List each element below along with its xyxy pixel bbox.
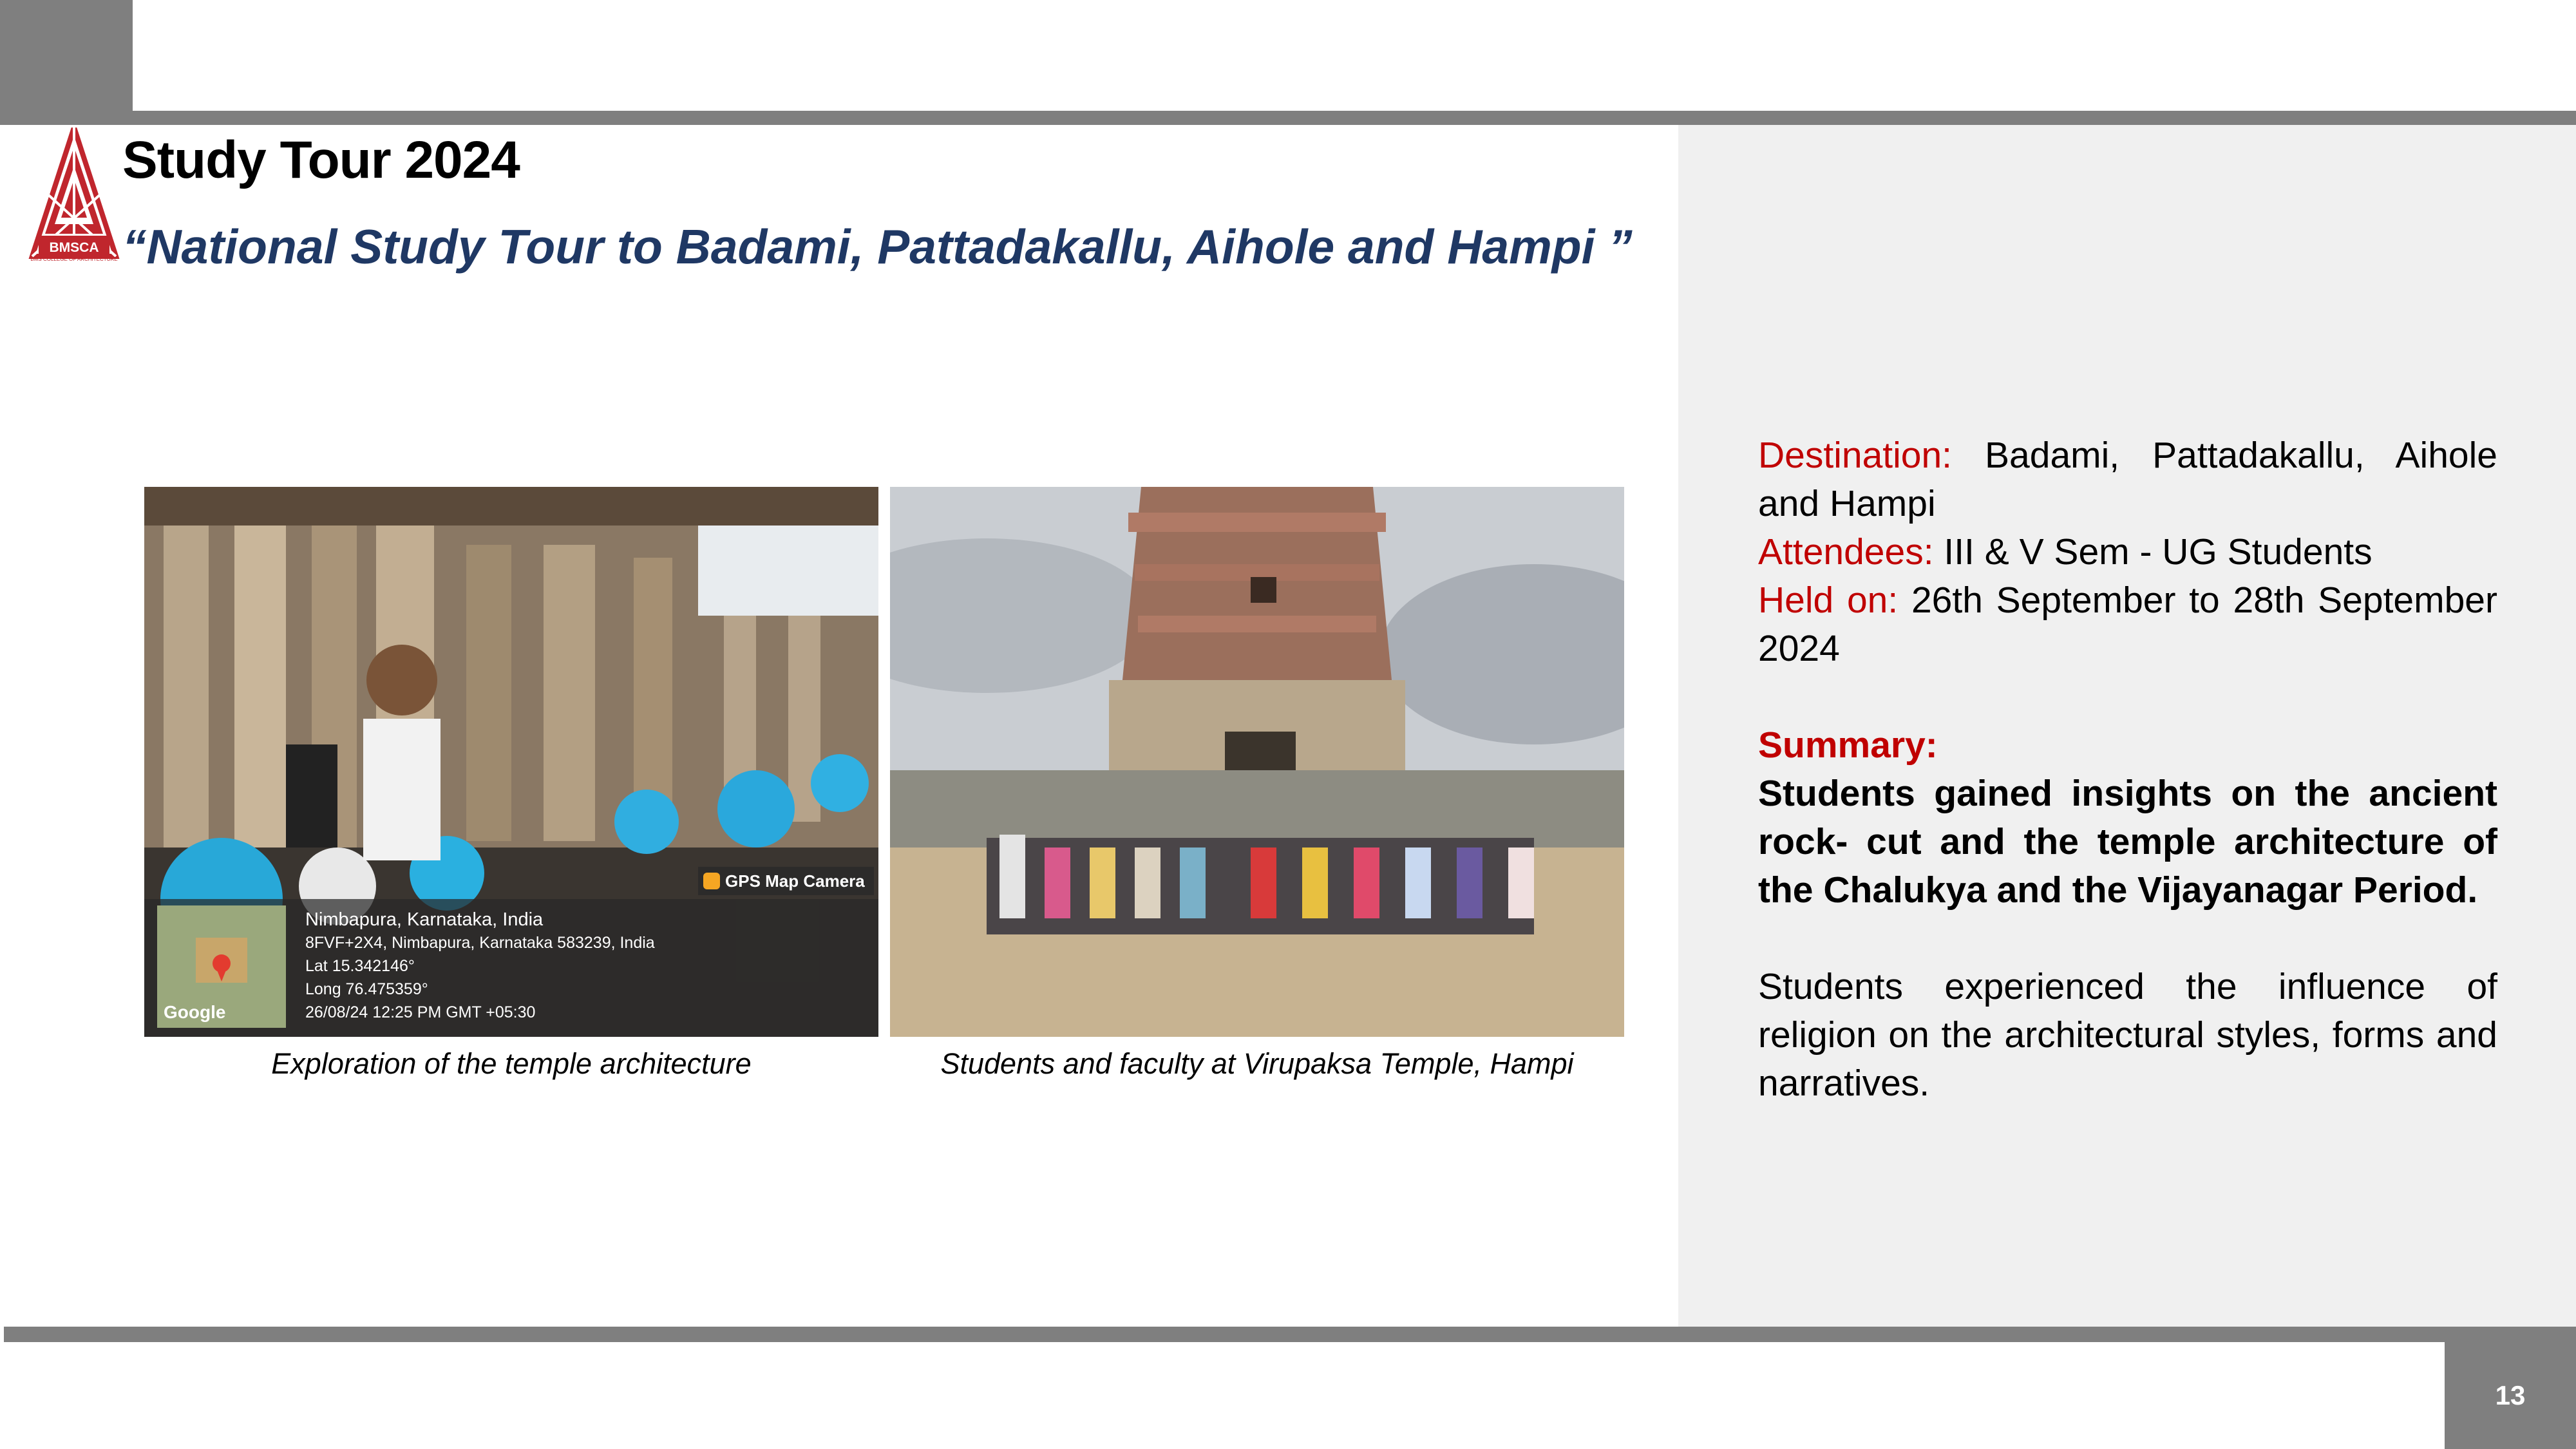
gps-long: Long 76.475359° <box>305 980 428 998</box>
top-divider-bar <box>0 111 2576 125</box>
photo-temple-exploration <box>144 487 878 1037</box>
photo-group-virupaksa <box>890 487 1624 1037</box>
destination-label: Destination: <box>1758 435 1953 476</box>
destination-line <box>1758 431 2497 528</box>
summary-text: Students experienced the influence of religion on the architectural styles, forms and narratives. <box>1758 966 2497 1104</box>
photo-caption-2: Students and faculty at Virupaksa Temple, Hampi <box>940 1047 1574 1080</box>
top-corner-block <box>0 0 133 124</box>
page-number: 13 <box>2445 1342 2576 1449</box>
photo-caption-1: Exploration of the temple architecture <box>271 1047 752 1080</box>
gps-place: Nimbapura, Karnataka, India <box>305 909 544 930</box>
logo-subtext: BMS COLLEGE OF ARCHITECTURE <box>30 256 118 262</box>
page-title: Study Tour 2024 <box>122 131 520 189</box>
attendees-value: III & V Sem - UG Students <box>1933 531 2372 573</box>
gps-app-name: GPS Map Camera <box>725 871 865 891</box>
gps-lat: Lat 15.342146° <box>305 957 415 975</box>
gps-address: 8FVF+2X4, Nimbapura, Karnataka 583239, India <box>305 934 655 952</box>
summary-label: Summary: <box>1758 724 1938 766</box>
gps-datetime: 26/08/24 12:25 PM GMT +05:30 <box>305 1003 536 1021</box>
held-on-value: 26th September to 28th September 2024 <box>1758 580 2497 669</box>
college-logo <box>26 128 122 267</box>
map-label: Google <box>164 1002 226 1022</box>
attendees-label: Attendees: <box>1758 531 1934 573</box>
camera-app-icon <box>703 873 720 889</box>
attendees-line <box>1758 528 2497 576</box>
gps-app-badge <box>698 867 874 895</box>
page-subtitle: “National Study Tour to Badami, Pattadakallu, Aihole and Hampi ” <box>122 220 1633 274</box>
held-on-label: Held on: <box>1758 580 1899 621</box>
summary-highlight: Students gained insights on the ancient rock- cut and the temple architecture of the Chalukya and the Vijayanagar Period. <box>1758 773 2497 911</box>
destination-value: Badami, Pattadakallu, Aihole and Hampi <box>1758 435 2497 524</box>
gps-overlay <box>144 899 878 1037</box>
bottom-divider-bar <box>4 1327 2576 1342</box>
held-on-line <box>1758 576 2497 673</box>
tour-info <box>1758 431 2497 1108</box>
map-thumbnail <box>157 905 286 1028</box>
logo-text: BMSCA <box>49 240 99 255</box>
